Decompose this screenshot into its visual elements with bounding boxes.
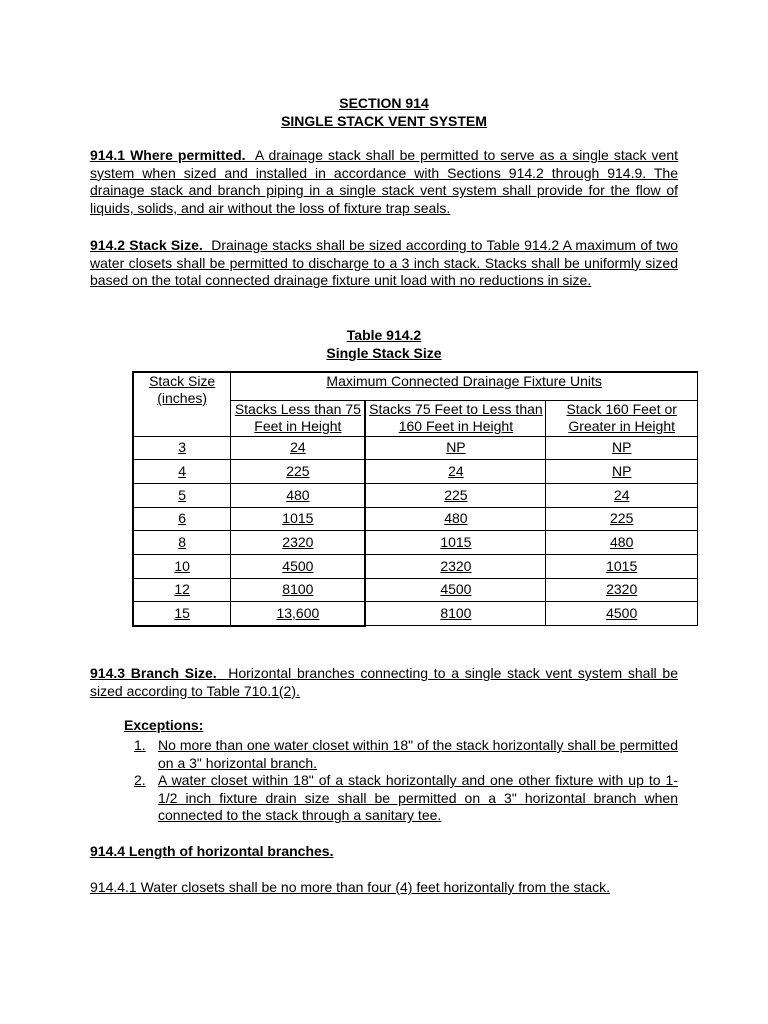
exception-text: No more than one water closet within 18" of the stack horizontally shall be permitted on a 3" horizontal branch. (158, 737, 678, 771)
heading-914-4: 914.4 Length of horizontal branches. (90, 843, 334, 859)
cell-less-than-75: 4500 (231, 554, 366, 578)
table-row (133, 507, 698, 531)
exception-text: A water closet within 18" of a stack horizontally and one other fixture with up to 1-1/2 inch fixture drain size shall be permitted on a 3" horizontal branch when connected to the stack through a sanitary tee. (158, 772, 678, 824)
paragraph-914-1-lead: 914.1 Where permitted. (90, 147, 246, 163)
paragraph-914-1 (90, 147, 678, 217)
cell-stack-size: 10 (133, 554, 231, 578)
cell-less-than-75: 1015 (231, 507, 366, 531)
header-75-to-160: Stacks 75 Feet to Less than 160 Feet in Height (365, 400, 545, 436)
exception-item (134, 737, 678, 772)
cell-less-than-75: 2320 (231, 531, 366, 555)
cell-160-or-greater: 24 (546, 483, 698, 507)
header-stack-size: Stack Size (inches) (133, 372, 231, 436)
cell-75-to-160: 1015 (365, 531, 545, 555)
cell-stack-size: 3 (133, 436, 231, 460)
cell-75-to-160: 4500 (365, 578, 545, 602)
paragraph-914-3 (90, 665, 678, 700)
cell-160-or-greater: 1015 (546, 554, 698, 578)
single-stack-size-table (132, 371, 698, 627)
table-caption-number: Table 914.2 (346, 327, 422, 343)
paragraph-914-2-lead: 914.2 Stack Size. (90, 237, 203, 253)
header-160-or-greater: Stack 160 Feet or Greater in Height (546, 400, 698, 436)
table-caption-title: Single Stack Size (326, 345, 442, 361)
cell-160-or-greater: 225 (546, 507, 698, 531)
paragraph-914-2 (90, 237, 678, 290)
paragraph-914-2-text: Drainage stacks shall be sized according to Table 914.2 A maximum of two water closets shall be permitted to discharge to a 3 inch stack. Stacks shall be uniformly sized based on the total connected drainage fixture unit load with no reductions in size. (90, 237, 678, 289)
cell-160-or-greater: 480 (546, 531, 698, 555)
cell-160-or-greater: 2320 (546, 578, 698, 602)
table-row (133, 602, 698, 626)
header-max-dfu: Maximum Connected Drainage Fixture Units (231, 372, 698, 400)
cell-less-than-75: 13,600 (231, 602, 366, 626)
cell-stack-size: 12 (133, 578, 231, 602)
table-row (133, 554, 698, 578)
cell-160-or-greater: NP (546, 460, 698, 484)
cell-stack-size: 15 (133, 602, 231, 626)
cell-less-than-75: 8100 (231, 578, 366, 602)
cell-less-than-75: 24 (231, 436, 366, 460)
cell-75-to-160: 24 (365, 460, 545, 484)
paragraph-914-3-lead: 914.3 Branch Size. (90, 665, 217, 681)
header-less-than-75: Stacks Less than 75 Feet in Height (231, 400, 366, 436)
cell-stack-size: 8 (133, 531, 231, 555)
cell-75-to-160: NP (365, 436, 545, 460)
table-row (133, 436, 698, 460)
cell-75-to-160: 480 (365, 507, 545, 531)
cell-75-to-160: 225 (365, 483, 545, 507)
cell-160-or-greater: NP (546, 436, 698, 460)
table-row (133, 460, 698, 484)
exception-number: 1. (134, 737, 146, 753)
paragraph-914-3-text: Horizontal branches connecting to a single stack vent system shall be sized according to Table 710.1(2). (90, 665, 678, 699)
cell-stack-size: 6 (133, 507, 231, 531)
paragraph-914-1-text: A drainage stack shall be permitted to serve as a single stack vent system when sized and installed in accordance with Sections 914.2 through 914.9. The drainage stack and branch piping in a single stack vent system shall provide for the flow of liquids, solids, and air without the loss of fixture trap seals. (90, 147, 678, 216)
cell-160-or-greater: 4500 (546, 602, 698, 626)
section-number: SECTION 914 (339, 95, 429, 111)
cell-stack-size: 4 (133, 460, 231, 484)
cell-less-than-75: 225 (231, 460, 366, 484)
cell-75-to-160: 8100 (365, 602, 545, 626)
table-row (133, 578, 698, 602)
cell-75-to-160: 2320 (365, 554, 545, 578)
exception-number: 2. (134, 772, 146, 788)
cell-stack-size: 5 (133, 483, 231, 507)
exception-item (134, 772, 678, 825)
exceptions-heading: Exceptions: (124, 717, 204, 733)
paragraph-914-4-1: 914.4.1 Water closets shall be no more than four (4) feet horizontally from the stack. (90, 879, 611, 895)
section-title: SINGLE STACK VENT SYSTEM (281, 113, 487, 129)
cell-less-than-75: 480 (231, 483, 366, 507)
table-row (133, 531, 698, 555)
table-row (133, 483, 698, 507)
